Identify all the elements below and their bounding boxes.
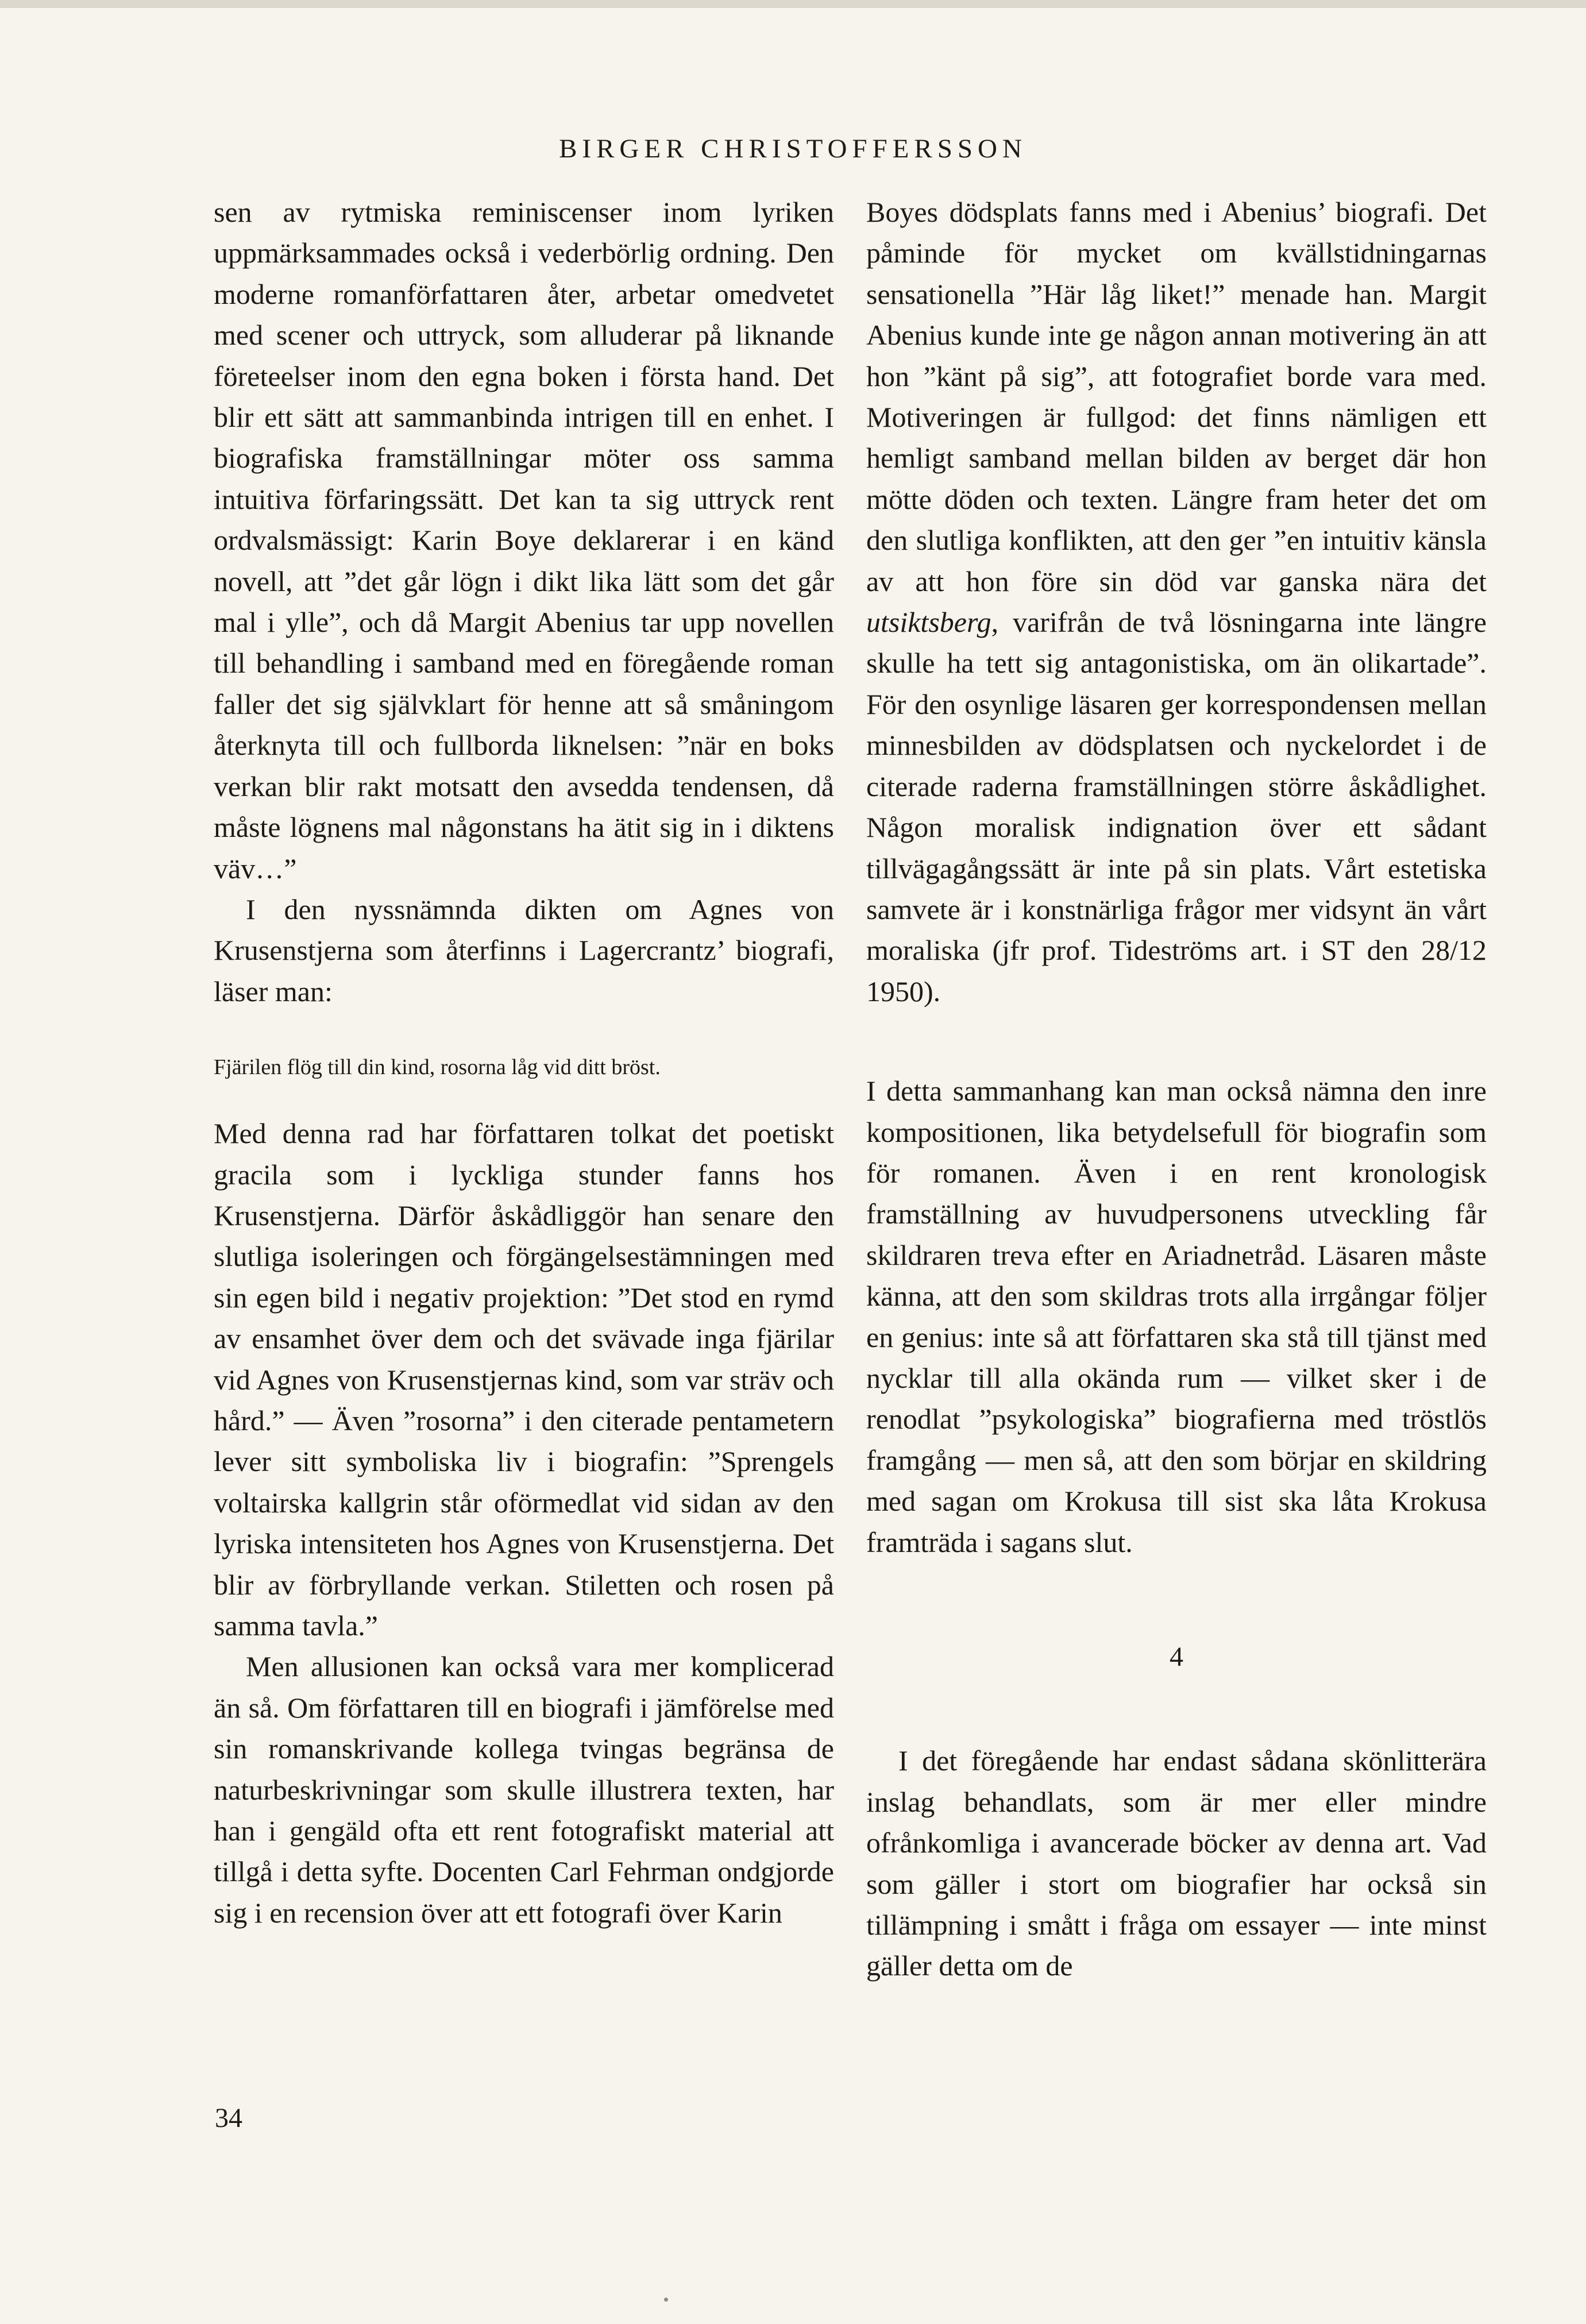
paragraph: Men allusionen kan också vara mer komplicerad än så. Om författaren till en biografi i jämförelse med sin romanskrivande kollega tvingas begränsa de naturbeskrivningar som skulle illustrera texten, har han i gengäld ofta ett rent fotografiskt material att tillgå i detta syfte. Docenten Carl Fehrman ondgjorde sig i en recension över att ett fotografi över Karin <box>214 1650 834 1929</box>
paragraph: sen av rytmiska reminiscenser inom lyriken uppmärksammades också i vederbörlig ordning. Den moderne romanförfattaren åter, arbetar omedvetet med scener och uttryck, som alluderar på liknande företeelser inom den egna boken i första hand. Det blir ett sätt att sammanbinda intrigen till en enhet. I biografiska framställningar möter oss samma intuitiva förfaringssätt. Det kan ta sig uttryck rent ordvalsmässigt: Karin Boye deklarerar i en känd novell, att ”det går lögn i dikt lika lätt som det går mal i ylle”, och då Margit Abenius tar upp novellen till behandling i samband med en föregående roman faller det sig självklart för henne att så småningom återknyta till och fullborda liknelsen: ”när en boks verkan blir rakt motsatt den avsedda tendensen, då måste lögnens mal någonstans ha ätit sig in i diktens väv…” <box>214 196 834 885</box>
text-run: , varifrån de två lösningarna inte längre skulle ha tett sig antagonistiska, om än olikartade”. För den osynlige läsaren ger korrespondensen mellan minnesbilden av dödsplatsen och nyckelordet i de citerade raderna framställningen större åskådlighet. Någon moralisk indignation över ett sådant tillvägagångssätt är inte på sin plats. Vårt estetiska samvete är i konstnärliga frågor mer vidsynt än vårt moraliska (jfr prof. Tideströms art. i ST den 28/12 1950). <box>866 606 1487 1007</box>
text-run: Boyes dödsplats fanns med i Abenius’ biografi. Det påminde för mycket om kvällstidningarnas sensationella ”Här låg liket!” menade han. Margit Abenius kunde inte ge någon annan motivering än att hon ”känt på sig”, att fotografiet borde vara med. Motiveringen är fullgod: det finns nämligen ett hemligt samband mellan bilden av berget där hon mötte döden och texten. Längre fram heter det om den slutliga konflikten, att den ger ”en intuitiv känsla av att hon före sin död var ganska nära det <box>866 196 1487 597</box>
verse-quote: Fjärilen flög till din kind, rosorna låg vid ditt bröst. <box>214 1055 661 1080</box>
paragraph: I den nyssnämnda dikten om Agnes von Krusenstjerna som återfinns i Lagercrantz’ biografi, läser man: <box>214 893 834 1007</box>
paragraph: I detta sammanhang kan man också nämna den inre kompositionen, lika betydelsefull för biografin som för romanen. Även i en rent kronologisk framställning av huvudpersonens utveckling får skildraren treva efter en Ariadnetråd. Läsaren måste känna, att den som skildras trots alla irrgångar följer en genius: inte så att författaren ska stå till tjänst med nycklar till alla okända rum — vilket sker i de renodlat ”psykologiska” biografierna med tröstlös framgång — men så, att den som börjar en skildring med sagan om Krokusa till sist ska låta Krokusa framträda i sagans slut. <box>866 1075 1487 1558</box>
running-head: BIRGER CHRISTOFFERSSON <box>559 134 1027 164</box>
page-number: 34 <box>215 2103 242 2133</box>
page-top-edge <box>0 0 1586 8</box>
paper-speck <box>664 2298 668 2302</box>
section-number: 4 <box>1170 1642 1183 1672</box>
paragraph <box>866 192 1487 1012</box>
paragraph: Med denna rad har författaren tolkat det poetiskt gracila som i lyckliga stunder fanns hos Krusenstjerna. Därför åskådliggör han senare den slutliga isoleringen och förgängelsestämningen med sin egen bild i negativ projektion: ”Det stod en rymd av ensamhet över dem och det svävade inga fjärilar vid Agnes von Krusenstjernas kind, som var sträv och hård.” — Även ”rosorna” i den citerade pentametern lever sitt symboliska liv i biografin: ”Sprengels voltairska kallgrin står oförmedlat vid sidan av den lyriska intensiteten hos Agnes von Krusenstjerna. Det blir av förbryllande verkan. Stiletten och rosen på samma tavla.” <box>214 1117 834 1642</box>
paragraph: I det föregående har endast sådana skönlitterära inslag behandlats, som är mer eller mindre ofrånkomliga i avancerade böcker av denna art. Vad som gäller i stort om biografier har också sin tillämpning i smått i fråga om essayer — inte minst gäller detta om de <box>866 1744 1487 1982</box>
emphasized-word: utsiktsberg <box>866 606 991 639</box>
left-column <box>214 192 834 1933</box>
right-column <box>866 192 1487 1987</box>
